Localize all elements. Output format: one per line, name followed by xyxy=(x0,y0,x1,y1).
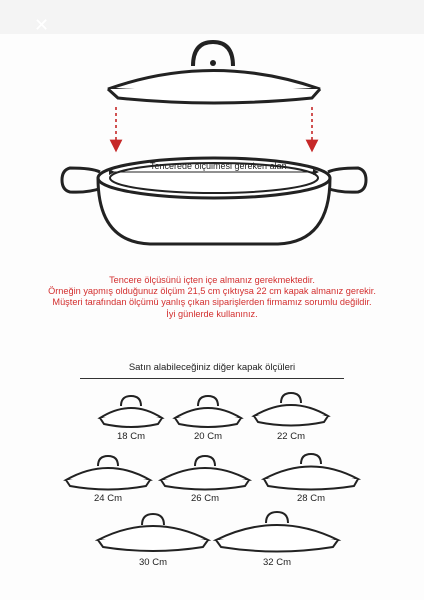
lid-20 xyxy=(175,396,241,427)
lid-28 xyxy=(264,454,358,490)
main-lid xyxy=(108,42,320,103)
lid-24 xyxy=(66,456,150,490)
size-label-30: 30 Cm xyxy=(139,557,167,568)
lid-26 xyxy=(161,456,249,490)
instructions-text xyxy=(20,275,404,320)
note-line: İyi günlerde kullanınız. xyxy=(166,308,258,319)
close-icon[interactable]: ✕ xyxy=(34,15,50,35)
lid-32 xyxy=(216,512,338,552)
sizes-heading: Satın alabileceğiniz diğer kapak ölçüleri xyxy=(128,362,296,373)
lid-18 xyxy=(100,396,162,427)
lid-30 xyxy=(98,514,208,551)
note-line: Örneğin yapmış olduğunuz ölçüm 21,5 cm çıktıysa 22 cm kapak almanız gerekir. xyxy=(48,286,376,297)
measure-area-label: Tencerede ölçülmesi gereken alan xyxy=(150,161,287,171)
note-line: Tencere ölçüsünü içten içe almanız gerekmektedir. xyxy=(109,275,315,285)
size-label-20: 20 Cm xyxy=(194,431,222,442)
size-label-24: 24 Cm xyxy=(94,493,122,504)
divider xyxy=(80,378,344,379)
size-label-18: 18 Cm xyxy=(117,431,145,442)
size-label-22: 22 Cm xyxy=(277,431,305,442)
size-label-28: 28 Cm xyxy=(297,493,325,504)
note-line: Müşteri tarafından ölçümü yanlış çıkan siparişlerden firmamız sorumlu değildir. xyxy=(52,297,372,308)
size-label-32: 32 Cm xyxy=(263,557,291,568)
lid-22 xyxy=(254,393,328,426)
size-label-26: 26 Cm xyxy=(191,493,219,504)
measurement-arrows xyxy=(116,107,312,146)
